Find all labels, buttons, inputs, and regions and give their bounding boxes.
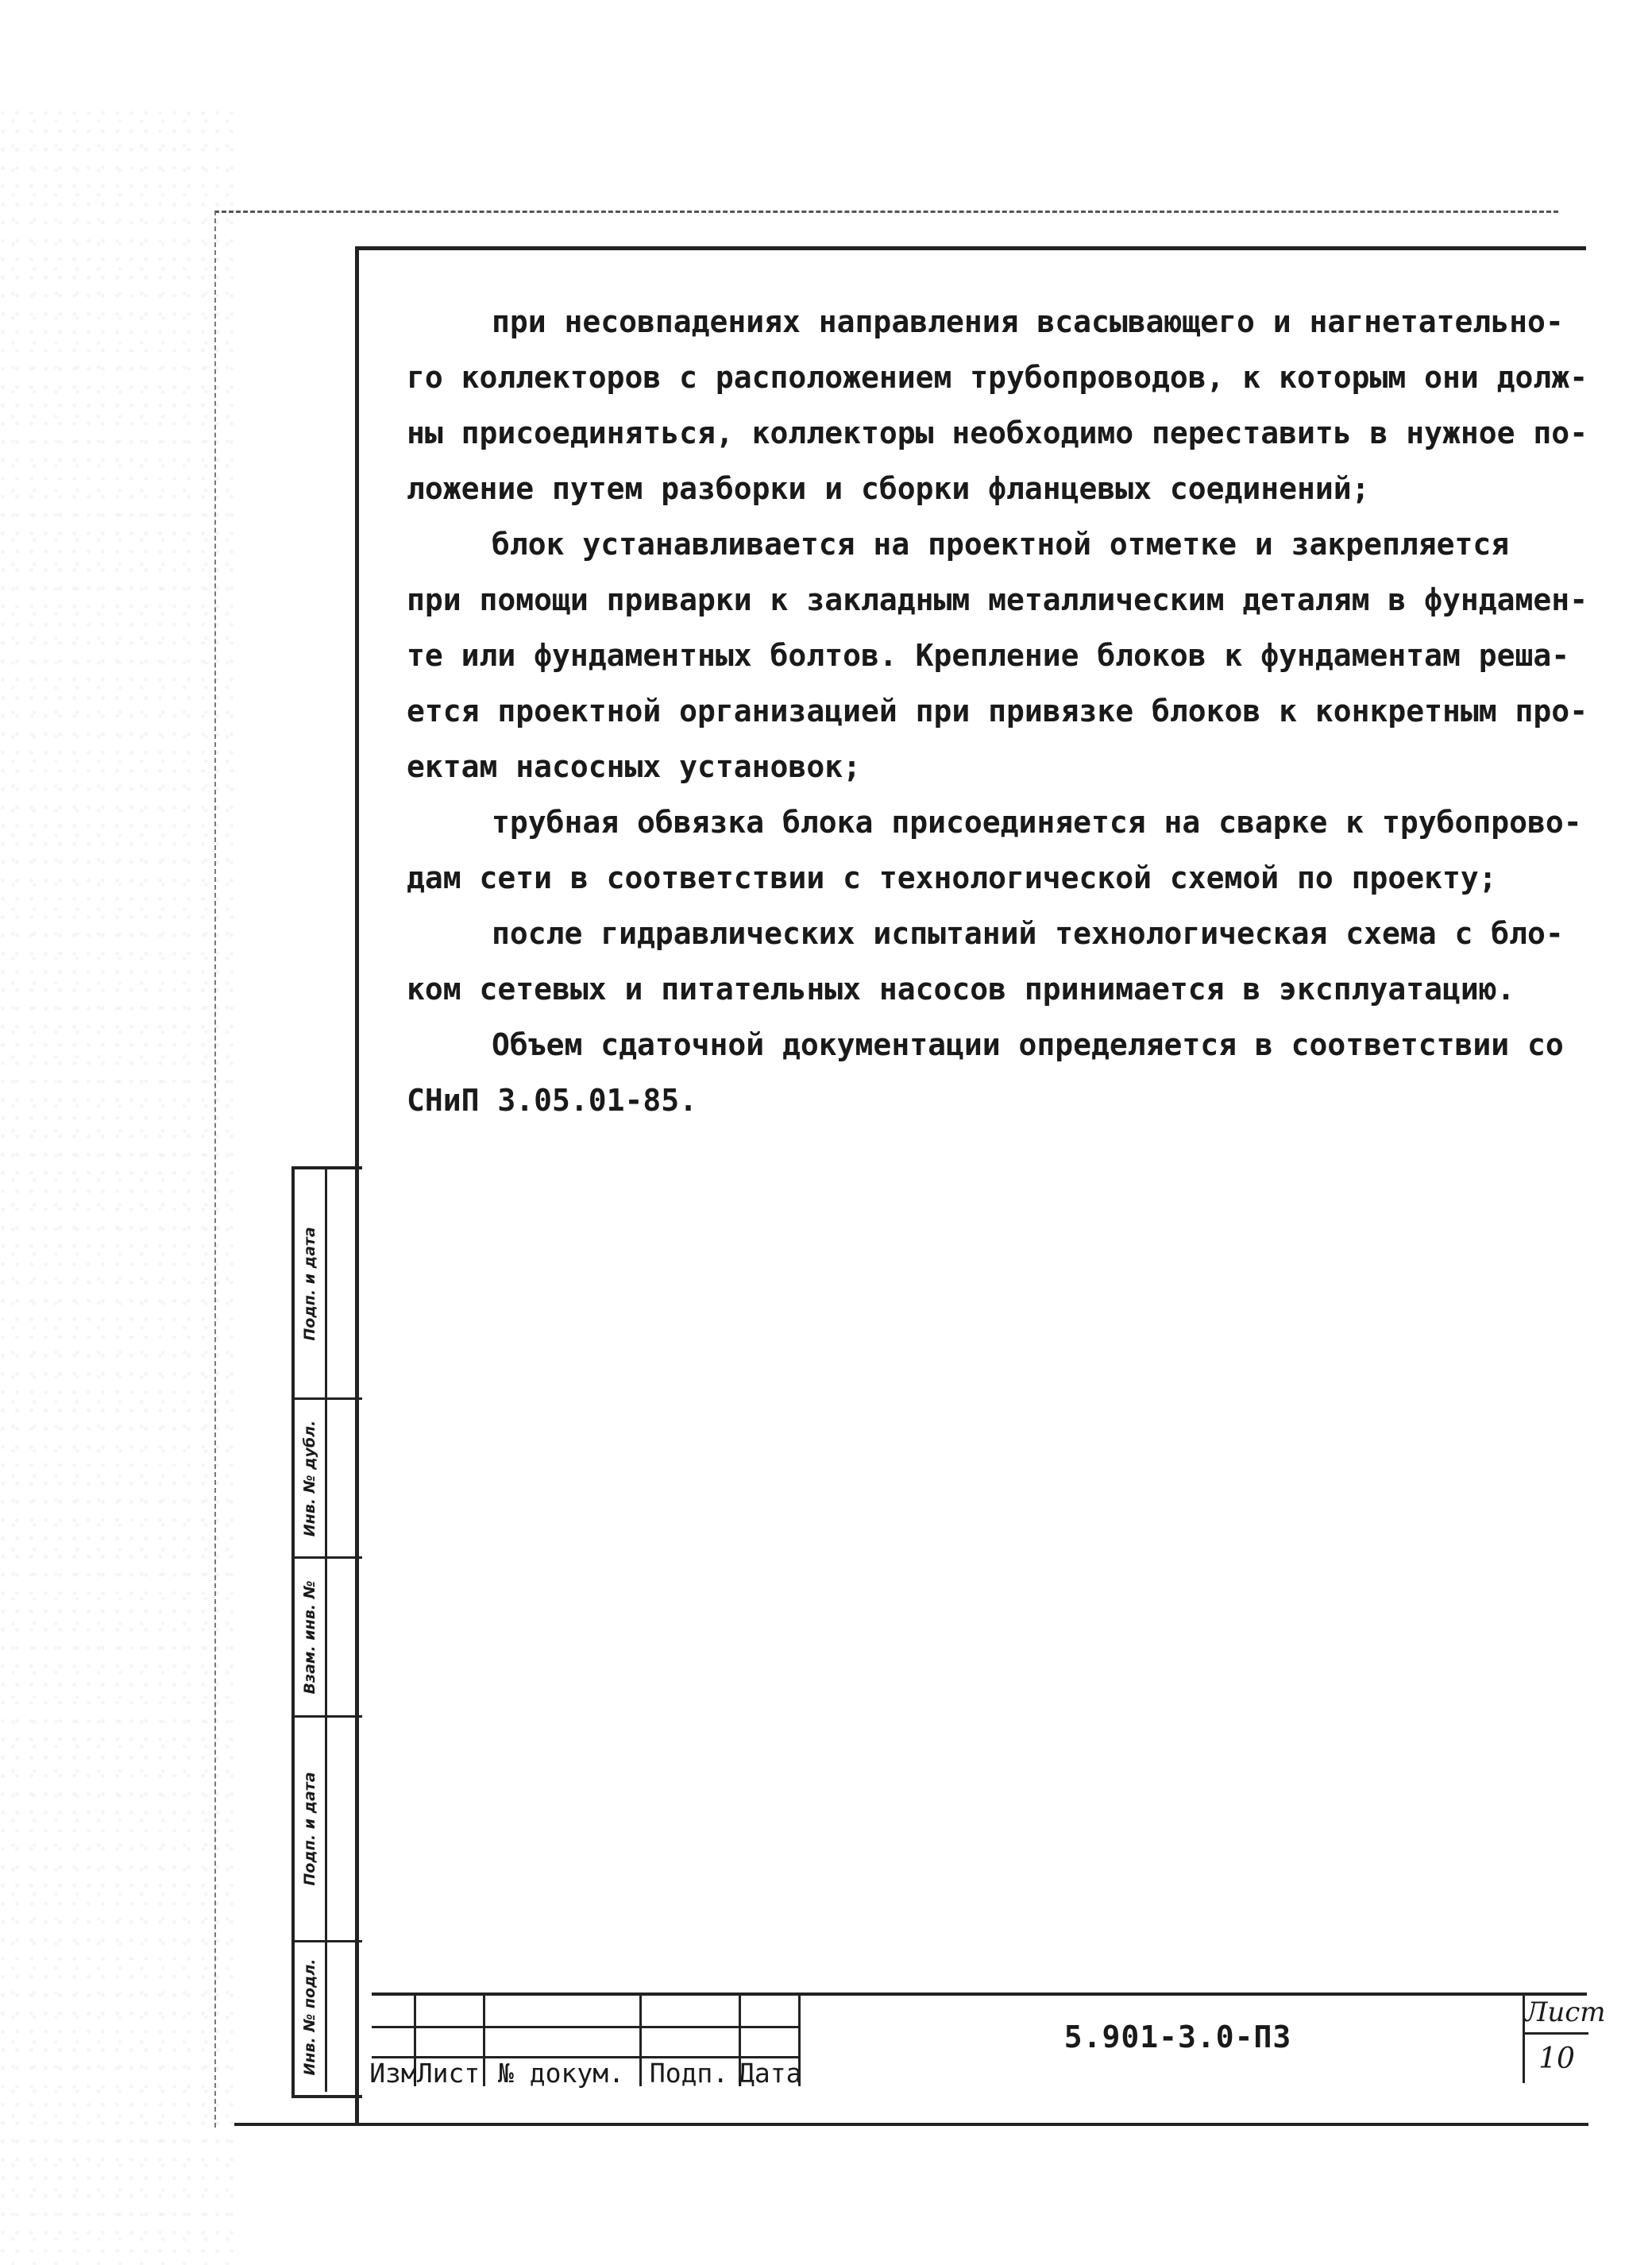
sheet-label: Лист: [1525, 1993, 1588, 2035]
text-line: го коллекторов с расположением трубопроводов, к которым они долж-: [407, 360, 1588, 395]
stamp-cell: [295, 1169, 362, 1400]
text-line: дам сети в соответствии с технологической схемой по проекту;: [407, 860, 1497, 895]
sheet-number: 10: [1538, 2043, 1575, 2075]
stamp-cell: [295, 1559, 362, 1718]
text-line: ложение путем разборки и сборки фланцевых соединений;: [407, 471, 1370, 506]
stamp-cell: [295, 1400, 362, 1559]
text-line: блок устанавливается на проектной отметке и закрепляется: [492, 527, 1510, 562]
text-line: трубная обвязка блока присоединяется на сварке к трубопрово-: [492, 805, 1582, 840]
document-code: 5.901-3.0-ПЗ: [1063, 2020, 1292, 2054]
revision-table: [369, 1996, 802, 2089]
title-block: [369, 1993, 1587, 2089]
bottom-border: [234, 2123, 1588, 2126]
sheet-box: [1523, 1993, 1606, 2083]
text-line: ком сетевых и питательных насосов принимается в эксплуатацию.: [407, 972, 1515, 1007]
text-line: после гидравлических испытаний технологическая схема с бло-: [492, 916, 1564, 951]
text-line: ектам насосных установок;: [407, 749, 861, 784]
body-text: [407, 294, 1588, 1128]
stamp-cell: [295, 1942, 362, 2092]
document-code-cell: [798, 1996, 1555, 2086]
header-list: Лист: [416, 2058, 481, 2089]
scan-noise: [0, 111, 238, 2265]
text-line: Объем сдаточной документации определяется в соответствии со: [492, 1027, 1564, 1062]
stamp-label: Подп. и дата: [301, 1226, 318, 1341]
text-line: при помощи приварки к закладным металлическим деталям в фундамен-: [407, 582, 1588, 617]
text-line: те или фундаментных болтов. Крепление блоков к фундаментам реша-: [407, 638, 1570, 673]
side-stamp: [291, 1166, 362, 2098]
text-line: СНиП 3.05.01-85.: [407, 1083, 698, 1118]
header-izm: Изм: [369, 2058, 417, 2089]
text-line: при несовпадениях направления всасывающего и нагнетательно-: [492, 304, 1564, 339]
stamp-label: Взам. инв. №: [301, 1580, 318, 1694]
header-doc: № докум.: [498, 2058, 624, 2089]
header-date: Дата: [739, 2058, 802, 2089]
text-line: ется проектной организацией при привязке блоков к конкретным про-: [407, 694, 1588, 729]
stamp-label: Подп. и дата: [301, 1772, 318, 1886]
text-line: ны присоединяться, коллекторы необходимо переставить в нужное по-: [407, 416, 1588, 450]
stamp-cell: [295, 1718, 362, 1942]
stamp-label: Инв. № подл.: [301, 1958, 318, 2076]
stamp-label: Инв. № дубл.: [301, 1420, 318, 1536]
header-sign: Подп.: [649, 2058, 729, 2089]
